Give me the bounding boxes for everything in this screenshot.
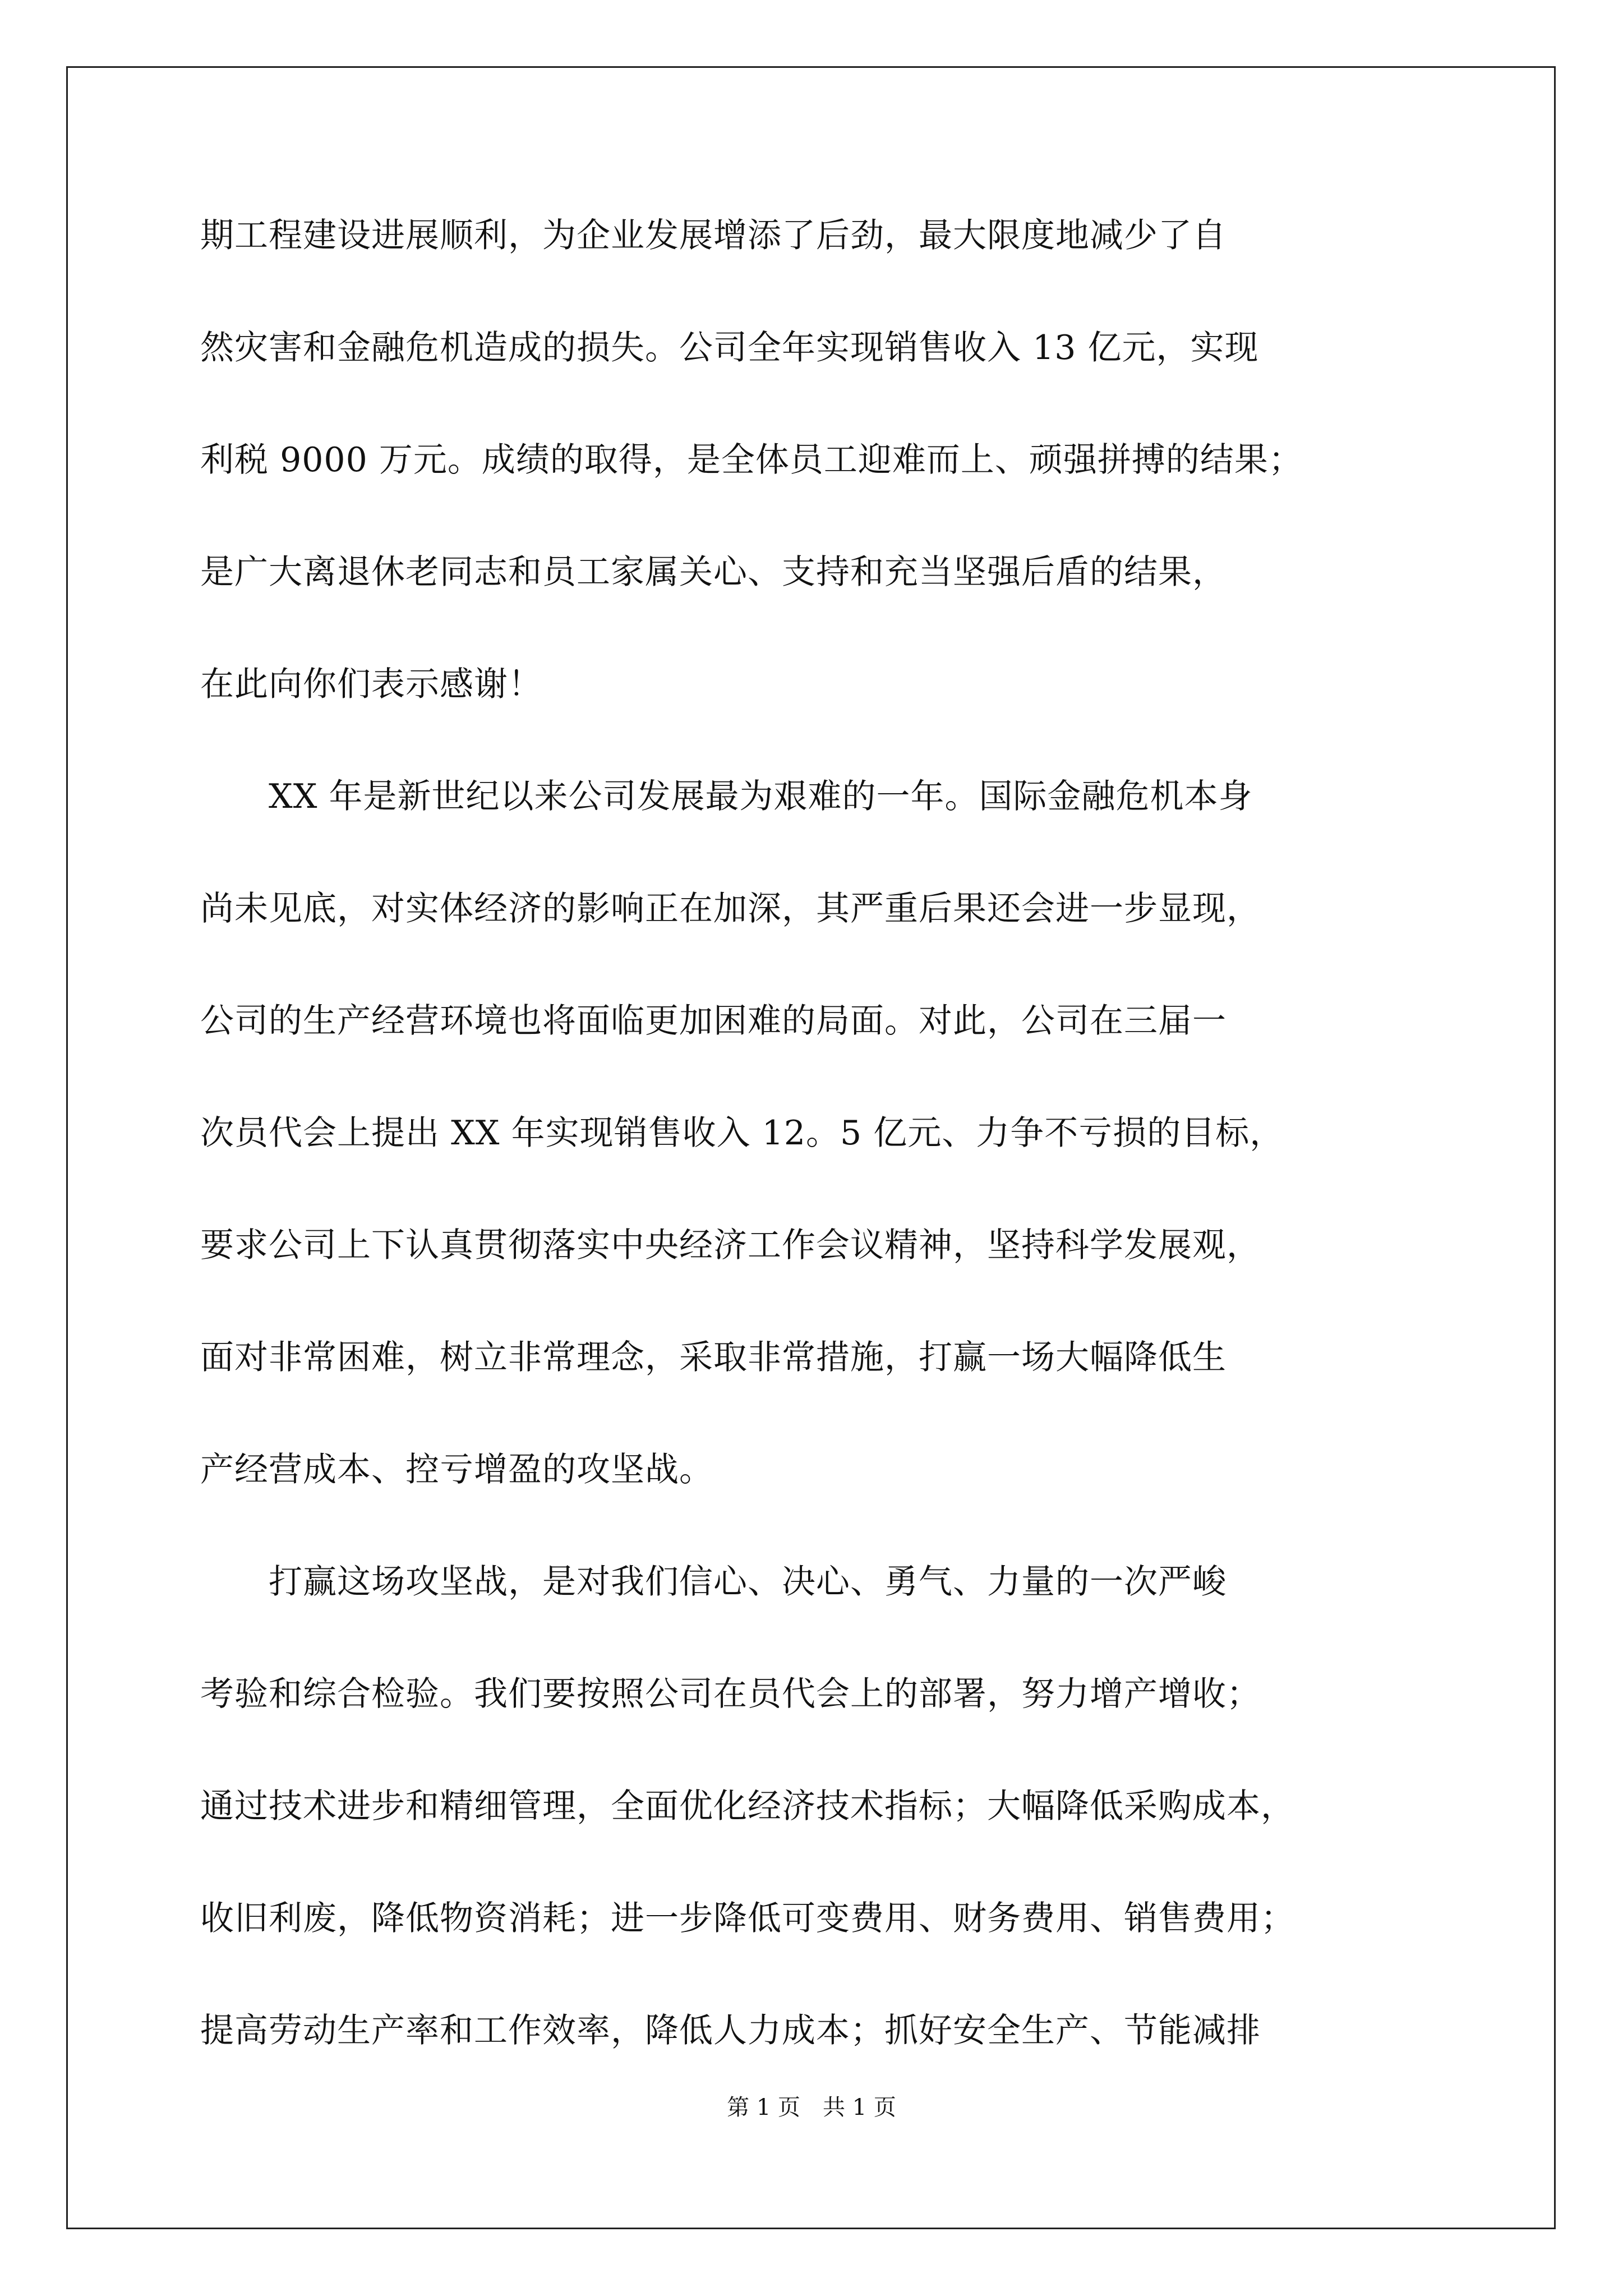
body-line: 考验和综合检验。我们要按照公司在员代会上的部署，努力增产增收； bbox=[200, 1674, 1261, 1714]
body-line: 利税 9000 万元。成绩的取得，是全体员工迎难而上、顽强拼搏的结果； bbox=[200, 440, 1303, 480]
body-line: 是广大离退休老同志和员工家属关心、支持和充当坚强后盾的结果， bbox=[200, 553, 1227, 592]
body-line: 产经营成本、控亏增盈的攻坚战。 bbox=[200, 1450, 713, 1489]
page-footer: 第 1 页 共 1 页 bbox=[727, 2095, 896, 2120]
body-line: 提高劳动生产率和工作效率，降低人力成本；抓好安全生产、节能减排 bbox=[200, 2011, 1261, 2050]
body-line: 然灾害和金融危机造成的损失。公司全年实现销售收入 13 亿元，实现 bbox=[200, 328, 1259, 367]
body-line: 次员代会上提出 XX 年实现销售收入 12。5 亿元、力争不亏损的目标， bbox=[200, 1114, 1284, 1153]
body-line: 公司的生产经营环境也将面临更加困难的局面。对此，公司在三届一 bbox=[200, 1001, 1227, 1041]
body-line: 收旧利废，降低物资消耗；进一步降低可变费用、财务费用、销售费用； bbox=[200, 1899, 1295, 1938]
body-line: 尚未见底，对实体经济的影响正在加深，其严重后果还会进一步显现， bbox=[200, 889, 1261, 928]
body-line: 打赢这场攻坚战，是对我们信心、决心、勇气、力量的一次严峻 bbox=[200, 1562, 1227, 1602]
body-line: 面对非常困难，树立非常理念，采取非常措施，打赢一场大幅降低生 bbox=[200, 1338, 1227, 1377]
body-line: 要求公司上下认真贯彻落实中央经济工作会议精神，坚持科学发展观， bbox=[200, 1226, 1261, 1265]
body-line: 期工程建设进展顺利，为企业发展增添了后劲，最大限度地减少了自 bbox=[200, 216, 1227, 255]
body-line: 通过技术进步和精细管理，全面优化经济技术指标；大幅降低采购成本， bbox=[200, 1787, 1295, 1826]
body-line: XX 年是新世纪以来公司发展最为艰难的一年。国际金融危机本身 bbox=[200, 777, 1253, 816]
body-line: 在此向你们表示感谢！ bbox=[200, 665, 542, 704]
document-body bbox=[200, 208, 1462, 2115]
